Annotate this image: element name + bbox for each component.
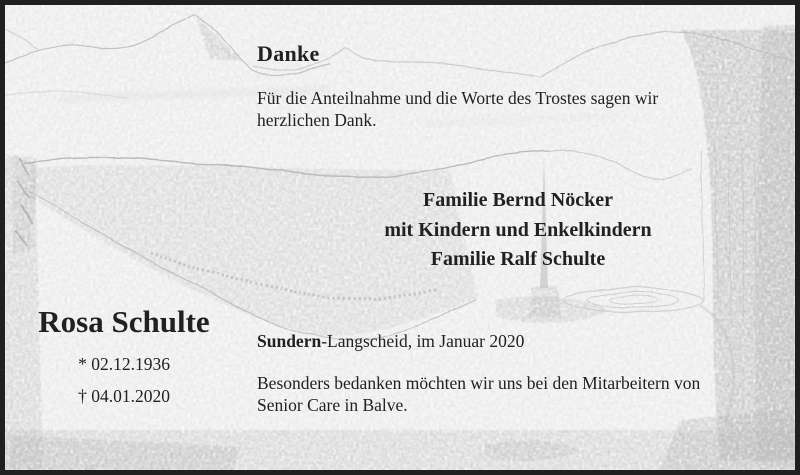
condolence-message [257,88,658,131]
birth-date: 02.12.1936 [91,354,170,374]
place-name-bold: Sundern [257,331,322,351]
special-thanks-line-1: Besonders bedanken möchten wir uns bei den Mitarbeitern von [257,373,701,393]
family-line-2: mit Kindern und Enkelkindern [384,218,652,241]
place-dateline [257,331,524,352]
family-signature-block [313,186,723,275]
death-date-line [9,386,239,407]
family-line-3: Familie Ralf Schulte [430,248,606,270]
special-thanks-message [257,373,700,416]
condolence-line-1: Für die Anteilnahme und die Worte des Trostes sagen wir [257,88,659,108]
special-thanks-line-2: Senior Care in Balve. [257,394,408,415]
birth-star-symbol: * [78,354,87,374]
deceased-name: Rosa Schulte [38,304,210,339]
death-date: 04.01.2020 [91,386,170,406]
birth-date-line [9,354,239,375]
condolence-line-2: herzlichen Dank. [257,109,377,130]
family-line-1: Familie Bernd Nöcker [423,189,613,211]
place-dateline-rest: -Langscheid, im Januar 2020 [321,331,525,351]
death-cross-symbol: † [78,386,87,406]
thank-you-title: Danke [257,41,320,66]
